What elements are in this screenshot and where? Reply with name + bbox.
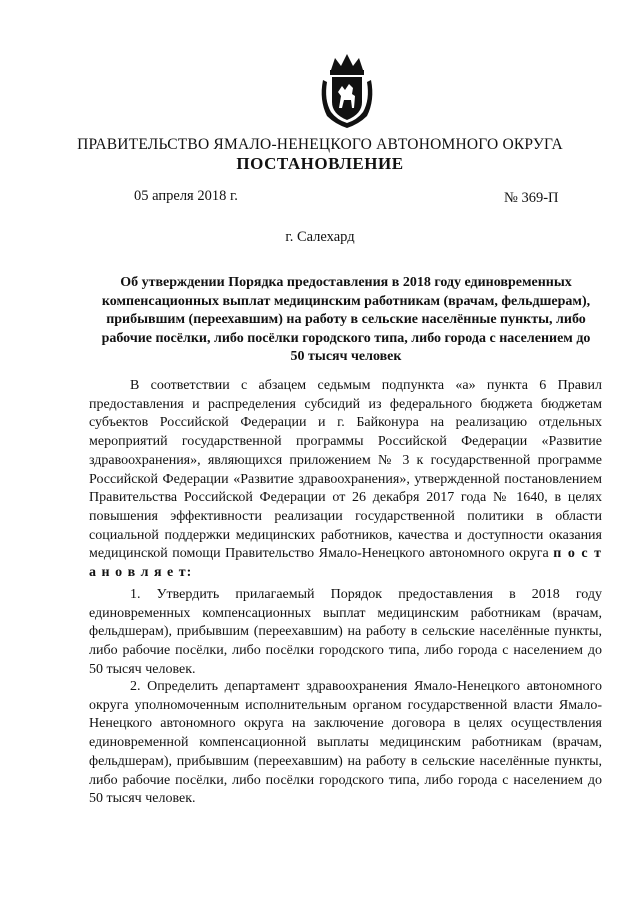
document-title: Об утверждении Порядка предоставления в 2018 году единовременных компенсационных выплат медицинским работникам (врачам, фельдшерам), прибывшим (переехавшим) на работу в сельские населённые пункты, либо рабочие посёлки, либо посёлки городского типа, либо города с населением до 50 тысяч человек xyxy=(101,275,591,364)
coat-of-arms-icon xyxy=(317,50,377,130)
document-number: № 369-П xyxy=(504,190,559,206)
paragraph-item-2: 2. Определить департамент здравоохранения Ямало-Ненецкого автономного округа уполномоченным исполнительным органом государственной власти Ямало-Ненецкого автономного округа на заключение договора в целях осуществления единовременной компенсационной выплаты медицинским работникам (врачам, фельдшерам), прибывшим (переехавшим) на работу в сельские населённые пункты, либо рабочие посёлки, либо посёлки городского типа, либо города с населением до 50 тысяч человек. xyxy=(89,679,602,807)
document-type: ПОСТАНОВЛЕНИЕ xyxy=(236,154,404,173)
paragraph-preamble xyxy=(89,377,602,583)
document-date: 05 апреля 2018 г. xyxy=(134,188,238,204)
resolves-keyword: п о с т а н о в л я е т: xyxy=(89,546,602,581)
paragraph-item-1: 1. Утвердить прилагаемый Порядок предоставления в 2018 году единовременных компенсационных выплат медицинским работникам (врачам, фельдшерам), прибывшим (переехавшим) на работу в сельские населённые пункты, либо рабочие посёлки, либо посёлки городского типа, либо города с населением до 50 тысяч человек. xyxy=(89,587,602,677)
government-name: ПРАВИТЕЛЬСТВО ЯМАЛО-НЕНЕЦКОГО АВТОНОМНОГО ОКРУГА xyxy=(77,136,563,153)
document-city: г. Салехард xyxy=(285,229,355,245)
preamble-text: В соответствии с абзацем седьмым подпункта «а» пункта 6 Правил предоставления и распределения субсидий из федерального бюджета бюджетам субъектов Российской Федерации и г. Байконура на реализацию отдельных мероприятий государственной программы Российской Федерации «Развитие здравоохранения», являющихся приложением № 3 к государственной программе Российской Федерации «Развитие здравоохранения», утвержденной постановлением Правительства Российской Федерации от 26 декабря 2017 года № 1640, в целях повышения эффективности реализации государственной политики в области социальной поддержки медицинских работников, качества и доступности оказания медицинской помощи Правительство Ямало-Ненецкого автономного округа xyxy=(89,378,602,562)
